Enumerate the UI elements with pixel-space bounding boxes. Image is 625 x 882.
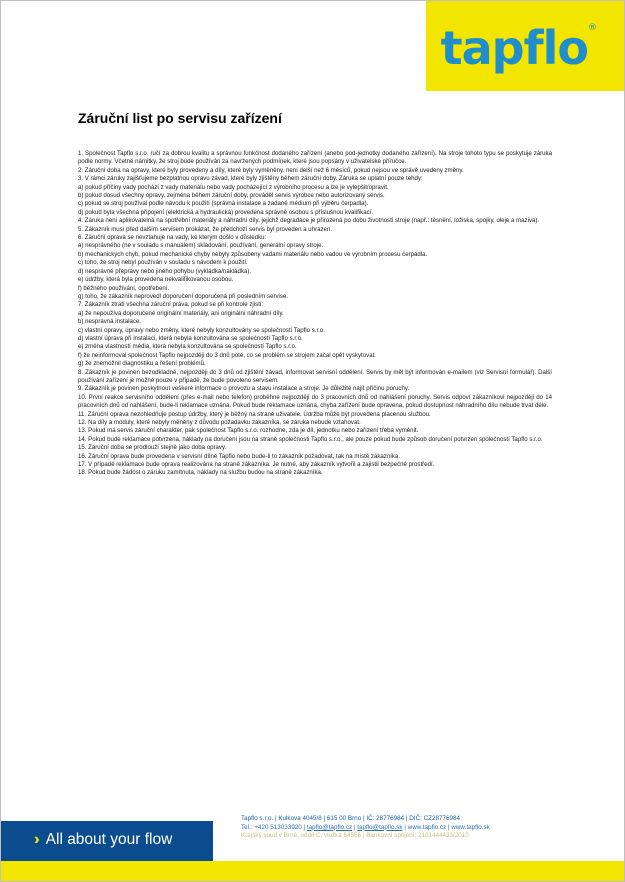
paragraph: d) nesprávné přepravy nebo jiného pohybu (vykládka/nakládka). <box>78 267 252 275</box>
paragraph: 9. Zákazník je povinen poskytnout veškeré informace o provozu a stavu instalace a stroje. Je důležité najít příčinu poruchy. <box>78 385 410 393</box>
paragraph: a) nesprávného (ne v souladu s manuálem) skladování, používání, generální opravy stroje. <box>78 242 324 250</box>
paragraph: 8. Zákazník je povinen bezodkladně, nejpozději do 3 dnů od zjištění závad, informovat servisní oddělení. Servis by měl být informován e-mailem (viz Servisní formulář). Další používání zařízení je možné pouze v případě, že bude povoleno servisem. <box>78 368 552 384</box>
contact-line <box>241 824 490 833</box>
paragraph: 10. První reakce servisního oddělení (přes e-mail nebo telefon) proběhne nejpozději do 3 pracovních dnů od nahlášení poruchy. Servis odpoví zákazníkovi nejpozději do 14 pracovních dnů od nahlášení, bude-li reklamace uznána. Pokud bude reklamace uznána, chyba zařízení bude opravena, pokud dostupnost náhradního dílu nebude trvat déle. <box>78 393 552 410</box>
phone-number: Tel.: +420 513033920 | <box>241 823 306 831</box>
paragraph: 17. V případě reklamace bude oprava realizována na straně zákazníka. Je nutné, aby zákazník vytvořil a zajistil bezpečné prostředí. <box>78 461 435 469</box>
paragraph: 13. Pokud má servis záruční charakter, pak společnost Tapflo s.r.o. rozhodne, zda je díl, jednotku nebo zařízení třeba vyměnit. <box>78 427 419 435</box>
paragraph: a) pokud příčiny vady pochází z vady materiálu nebo vady pocházející z výrobního procesu a lze je vylepšit/opravit. <box>78 183 389 191</box>
separator: | <box>353 823 356 831</box>
paragraph: d) vlastní úprava při instalaci, která nebyla konzultována se společností Tapflo s.r.o. <box>78 334 303 342</box>
paragraph: 4. Záruka není aplikovatelná na spotřební materiály a náhradní díly, jejichž degradace je přirozená po dobu životnosti stroje (např.: těsnění, ložiska, spojky, oleje a maziva). <box>78 217 540 225</box>
paragraph: g) že znemožnil diagnostiku a řešení problémů. <box>78 360 206 368</box>
footer-contact <box>241 815 490 841</box>
paragraph: 3. V rámci záruky zajišťujeme bezplatnou opravu závad, které byly zjištěny během záruční doby. Záruka se uplatní pouze tehdy: <box>78 175 423 183</box>
tapflo-logo <box>440 21 597 75</box>
paragraph: 7. Zákazník ztratí všechna záruční práva, pokud se při kontrole zjistí: <box>78 301 264 309</box>
paragraph: f) běžného používání, opotřebení. <box>78 284 170 292</box>
paragraph: c) pokud se stroj používal podle návodu k použití (správná instalace a zadané médium při výběru čerpadla). <box>78 200 369 208</box>
company-address: Tapflo s.r.o. | Kulkova 4045/8 | 615 00 Brno | IČ: 28776984 | DIČ: CZ28776984 <box>241 815 461 822</box>
paragraph: g) toho, že zákazník neprovedl doporučení doporučená při posledním servise. <box>78 292 289 300</box>
slogan <box>34 830 172 850</box>
page-title: Záruční list po servisu zařízení <box>78 110 282 126</box>
paragraph: 12. Na díly a moduly, které nebyly měněny z důvodu požadavku zákazníka, se záruka nebude vztahovat. <box>78 419 361 426</box>
logo-wordmark: tapflo <box>440 21 588 75</box>
footer-yellow-band <box>1 861 624 881</box>
paragraph: 1. Společnost Tapflo s.r.o. ručí za dobrou kvalitu a správnou funkčnost dodaného zařízení (anebo pod-jednotky dodaného zařízení). Na stroje tohoto typu se poskytuje záruka podle normy. Včetně námitky, že stroj bude používán za navržených podmínek, které jsou popsány v uživatelské příručce. <box>78 150 552 166</box>
double-chevron-icon: ›› <box>34 831 35 848</box>
paragraph: 5. Zákazník musí před dalším servisem prokázat, že předchozí servis byl proveden a uhrazen. <box>78 225 333 233</box>
paragraph: 14. Pokud bude reklamace potvrzena, náklady na doručení jsou na straně společnosti Tapflo s.r.o., ale pouze pokud bude způsob doručení potvrzen společností Tapflo s.r.o. <box>78 435 543 443</box>
paragraph: 2. Záruční doba na opravy, které byly provedeny a díly, které byly vyměněny, není delší než 6 měsíců, pokud nejsou ve správě uvedeny změny. <box>78 166 464 174</box>
document-body <box>78 150 552 478</box>
paragraph: 18. Pokud bude žádost o záruku zamítnuta, náklady na službu budou na straně zákazníka. <box>78 469 323 477</box>
paragraph: e) změna vlastností média, která nebyla konzultována se společností Tapflo s.r.o. <box>78 343 297 351</box>
paragraph: b) nesprávná instalace. <box>78 318 142 326</box>
paragraph: 11. Záruční oprava nezohledňuje postup údržby, který je běžný na straně uživatele. Údržba může být provedena placenou službou. <box>78 410 431 418</box>
paragraph: 15. Záruční doba se prodlouží stejně jako doba opravy. <box>78 444 227 452</box>
paragraph: c) toho, že stroj nebyl používán v souladu s návodem k použití. <box>78 259 248 267</box>
registered-mark: ® <box>588 23 597 33</box>
registration-line: Krajský soud v Brně, oddíl C, vložka 64556 | Bankovní spojení: 2101444433/2010 <box>241 832 469 840</box>
paragraph: b) pokud dosud všechny opravy, zejména během záruční doby, prováděl servis výrobce nebo autorizovaný servis. <box>78 192 385 200</box>
paragraph: f) že neinformoval společnost Tapflo nejpozději do 3 dnů poté, co se problém se strojem začal opět vyskytovat. <box>78 351 376 359</box>
paragraph: b) mechanických chyb, pokud mechanické chyby nebyly způsobeny vadami materiálu nebo vadou ve výrobním procesu čerpadla. <box>78 250 428 258</box>
email-link-sk[interactable]: tapflo@tapflo.sk <box>357 823 403 831</box>
paragraph: a) že nepoužívá doporučené originální materiály, ani originální náhradní díly. <box>78 309 284 317</box>
paragraph: 6. Záruční oprava se nevztahuje na vady, ke kterým došlo v důsledku: <box>78 234 267 242</box>
email-link-cz[interactable]: tapflo@tapflo.cz <box>306 823 353 831</box>
slogan-text: All about your flow <box>45 831 173 848</box>
paragraph: 16. Záruční oprava bude provedena v servisní dílně Tapflo nebo bude-li to zákazník požadovat, tak na místě zákazníka. <box>78 452 401 460</box>
website-links[interactable]: | www.tapflo.cz | www.tapflo.sk <box>404 823 490 831</box>
paragraph: c) vlastní opravy, úpravy nebo změny, které nebyly konzultovány se společností Tapflo s.r.o. <box>78 326 325 334</box>
paragraph: d) pokud byla všechna připojení (elektrická a hydraulická) provedena správně osobou s příslušnou kvalifikací. <box>78 208 374 216</box>
paragraph: e) údržby, která byla provedena nekvalifikovanou osobou. <box>78 276 234 284</box>
